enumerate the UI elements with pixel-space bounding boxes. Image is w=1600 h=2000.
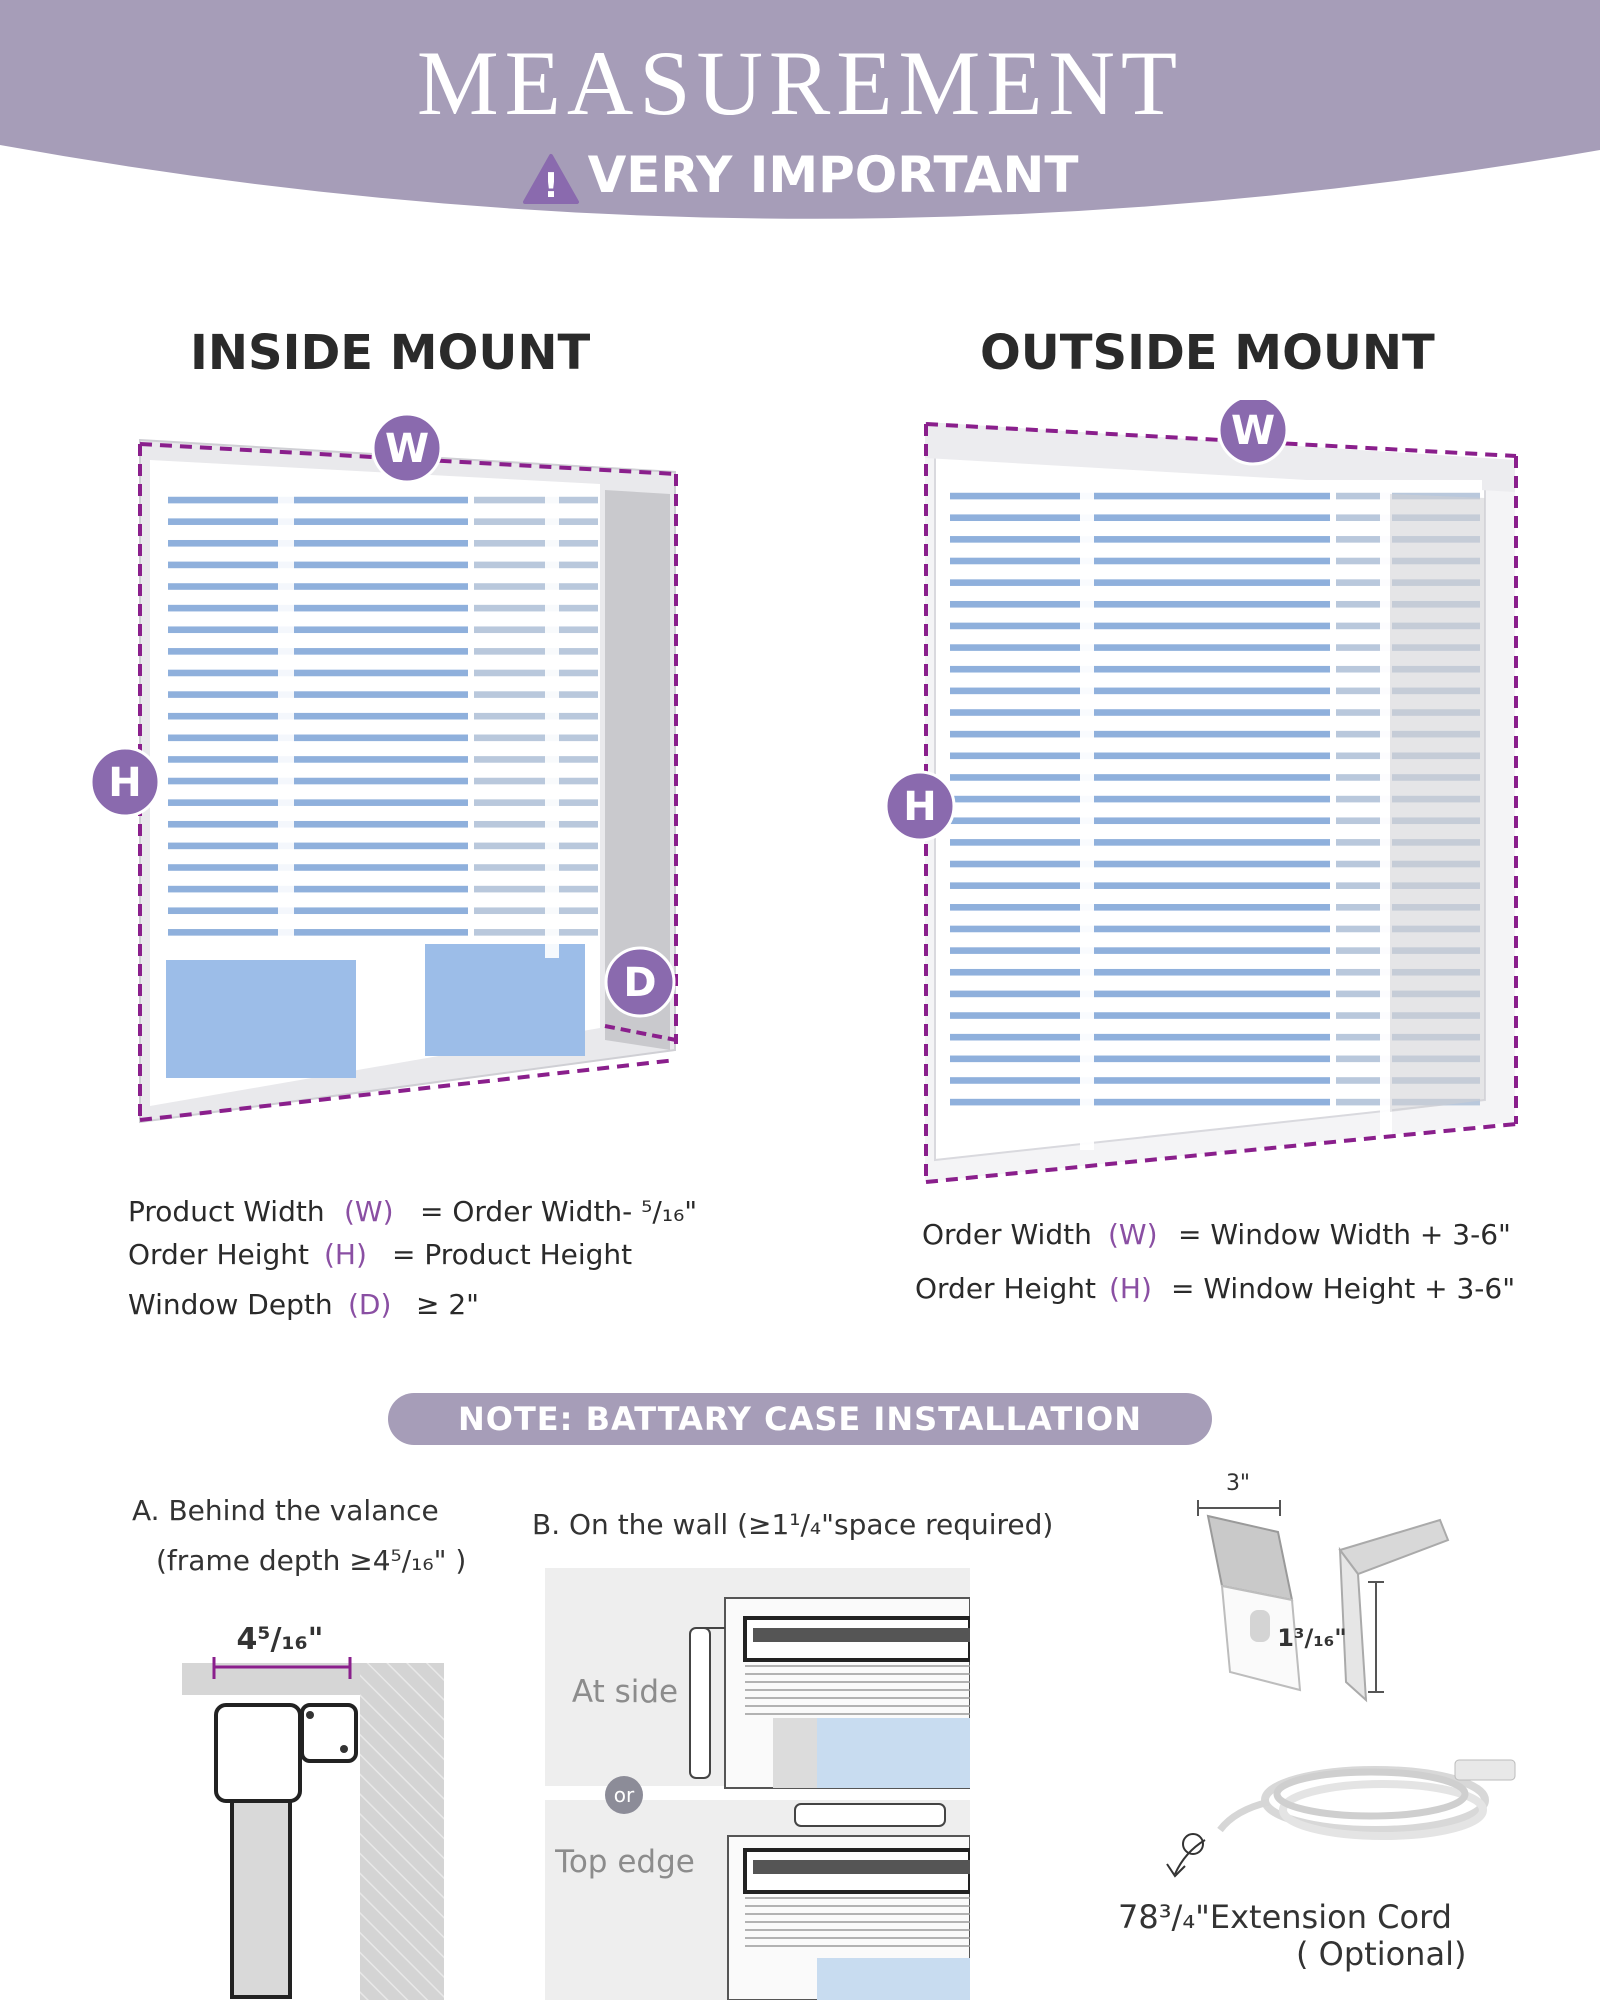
slat-gap <box>168 843 468 850</box>
valance-diagram <box>170 1625 470 2000</box>
slat-gap <box>168 648 468 655</box>
slat-gap <box>168 929 468 936</box>
slat-gap <box>474 907 598 914</box>
height-badge <box>886 772 954 840</box>
slat <box>160 635 600 647</box>
width-badge <box>1219 400 1287 464</box>
slat-gap <box>474 864 598 871</box>
outside-formula-height <box>915 1272 1516 1305</box>
slat-gap <box>950 882 1330 889</box>
slat-gap <box>474 626 598 633</box>
warning-text: VERY IMPORTANT <box>587 146 1079 204</box>
formula-rhs: = Window Height + 3-6" <box>1171 1272 1516 1305</box>
inside-mount-illustration <box>80 400 700 1160</box>
slat-gap <box>168 626 468 633</box>
slat <box>160 765 600 777</box>
slat-gap <box>950 926 1330 933</box>
page-title: MEASUREMENT <box>416 32 1184 134</box>
formula-label: Window Depth <box>128 1288 333 1321</box>
slat-gap <box>474 605 598 612</box>
note-banner: NOTE: BATTARY CASE INSTALLATION <box>388 1393 1212 1445</box>
svg-text:H: H <box>903 784 937 830</box>
slat-gap <box>168 799 468 806</box>
slat-gap <box>168 691 468 698</box>
formula-letter: (D) <box>348 1288 392 1321</box>
inside-mount-title: INSIDE MOUNT <box>190 325 591 381</box>
window-pane-right <box>425 944 585 1056</box>
slat-gap <box>950 774 1330 781</box>
slat-gap <box>950 514 1330 521</box>
bracket-illustration <box>1180 1460 1480 1730</box>
option-b-caption: B. On the wall (≥1¹/₄"space required) <box>532 1508 1054 1541</box>
outside-mount-illustration <box>870 400 1530 1200</box>
slat <box>160 808 600 820</box>
formula-rhs: = Order Width- ⁵/₁₆" <box>420 1195 698 1228</box>
inside-formula-width <box>128 1195 698 1228</box>
slat-gap <box>168 605 468 612</box>
slat <box>160 895 600 907</box>
slat-gap <box>950 493 1330 500</box>
slat-gap <box>950 579 1330 586</box>
slat <box>160 679 600 691</box>
bracket-height-label: 1³/₁₆" <box>1277 1624 1347 1652</box>
slat-gap <box>474 735 598 742</box>
slat-gap <box>950 666 1330 673</box>
slat-gap <box>950 623 1330 630</box>
slat-gap <box>474 648 598 655</box>
slat-gap <box>474 670 598 677</box>
slat-gap <box>474 562 598 569</box>
slat-gap <box>474 713 598 720</box>
slat-gap <box>168 756 468 763</box>
slat-gap <box>474 778 598 785</box>
depth-badge <box>606 948 674 1016</box>
slat-gap <box>950 644 1330 651</box>
slat-gap <box>950 709 1330 716</box>
slat <box>160 527 600 539</box>
outside-formula-width <box>922 1218 1511 1251</box>
slat-gap <box>950 558 1330 565</box>
formula-rhs: ≥ 2" <box>416 1288 480 1321</box>
option-a-subcaption: (frame depth ≥4⁵/₁₆" ) <box>156 1544 467 1577</box>
formula-label: Order Height <box>128 1238 310 1271</box>
formula-label: Order Height <box>915 1272 1097 1305</box>
svg-text:D: D <box>623 960 657 1006</box>
at-side-label: At side <box>571 1674 679 1710</box>
slat-gap <box>950 601 1330 608</box>
slat-gap <box>168 907 468 914</box>
warning-glyph: ! <box>542 165 559 205</box>
slat-gap <box>950 536 1330 543</box>
formula-label: Order Width <box>922 1218 1092 1251</box>
inside-formula-height <box>128 1238 633 1271</box>
slat-gap <box>950 991 1330 998</box>
slat-gap <box>168 583 468 590</box>
slat-gap <box>474 756 598 763</box>
slat-gap <box>950 817 1330 824</box>
slat-gap <box>474 799 598 806</box>
width-badge <box>373 414 441 482</box>
extension-cord-label: 78³/₄"Extension Cord <box>1118 1898 1452 1936</box>
slat <box>160 873 600 885</box>
slat-gap <box>950 1099 1330 1106</box>
option-a-caption: A. Behind the valance <box>132 1494 439 1527</box>
slat <box>160 484 600 496</box>
bracket-width-label: 3" <box>1225 1471 1251 1496</box>
slat <box>942 480 1482 492</box>
slat <box>160 506 600 518</box>
slat-gap <box>950 861 1330 868</box>
slat <box>160 570 600 582</box>
slat-gap <box>168 670 468 677</box>
slat-gap <box>168 713 468 720</box>
slat <box>160 743 600 755</box>
slat-gap <box>474 843 598 850</box>
slat <box>160 592 600 604</box>
slat <box>160 549 600 561</box>
top-edge-label: Top edge <box>555 1844 695 1880</box>
slat-gap <box>950 1077 1330 1084</box>
slat-gap <box>168 735 468 742</box>
slat-gap <box>950 969 1330 976</box>
or-badge <box>605 1776 643 1814</box>
slat-gap <box>474 691 598 698</box>
slat <box>160 851 600 863</box>
slat-gap <box>950 1012 1330 1019</box>
height-badge <box>91 748 159 816</box>
formula-rhs: = Product Height <box>392 1238 633 1271</box>
slat <box>160 787 600 799</box>
slat-gap <box>168 518 468 525</box>
formula-label: Product Width <box>128 1195 325 1228</box>
warning-banner <box>0 146 1600 205</box>
slat-gap <box>950 1034 1330 1041</box>
extension-cord-illustration <box>1145 1740 1545 1880</box>
slat-gap <box>474 583 598 590</box>
slat-gap <box>950 753 1330 760</box>
slat-gap <box>474 821 598 828</box>
slat <box>160 830 600 842</box>
formula-rhs: = Window Width + 3-6" <box>1178 1218 1511 1251</box>
formula-letter: (W) <box>1108 1218 1158 1251</box>
inside-formula-depth <box>128 1288 480 1321</box>
inside-blind-slats <box>160 484 600 936</box>
svg-text:or: or <box>613 1783 635 1807</box>
extension-cord-optional: ( Optional) <box>1296 1935 1467 1973</box>
slat-gap <box>168 821 468 828</box>
slat <box>160 722 600 734</box>
slat-gap <box>168 864 468 871</box>
slat-gap <box>950 688 1330 695</box>
slat-gap <box>474 497 598 504</box>
slat-gap <box>950 1056 1330 1063</box>
window-pane-left <box>166 960 356 1078</box>
slat <box>160 657 600 669</box>
formula-letter: (H) <box>324 1238 367 1271</box>
formula-letter: (W) <box>344 1195 394 1228</box>
formula-letter: (H) <box>1109 1272 1152 1305</box>
slat-gap <box>168 540 468 547</box>
svg-text:H: H <box>108 760 142 806</box>
slat-gap <box>168 778 468 785</box>
slat-gap <box>950 839 1330 846</box>
slat-gap <box>168 886 468 893</box>
slat-gap <box>474 886 598 893</box>
slat <box>160 916 600 928</box>
slat-gap <box>474 540 598 547</box>
slat-gap <box>950 904 1330 911</box>
svg-text:W: W <box>1230 408 1276 454</box>
slat-gap <box>950 731 1330 738</box>
valance-dim-label: 4⁵/₁₆" <box>236 1625 324 1657</box>
svg-text:W: W <box>384 426 430 472</box>
slat <box>160 700 600 712</box>
slat-gap <box>168 562 468 569</box>
slat-gap <box>168 497 468 504</box>
slat-gap <box>950 947 1330 954</box>
slat-gap <box>474 929 598 936</box>
outside-mount-title: OUTSIDE MOUNT <box>980 325 1435 381</box>
slat-gap <box>950 796 1330 803</box>
warning-icon <box>522 153 580 205</box>
wall-mount-diagram <box>545 1568 970 2000</box>
slat-gap <box>474 518 598 525</box>
slat <box>160 614 600 626</box>
